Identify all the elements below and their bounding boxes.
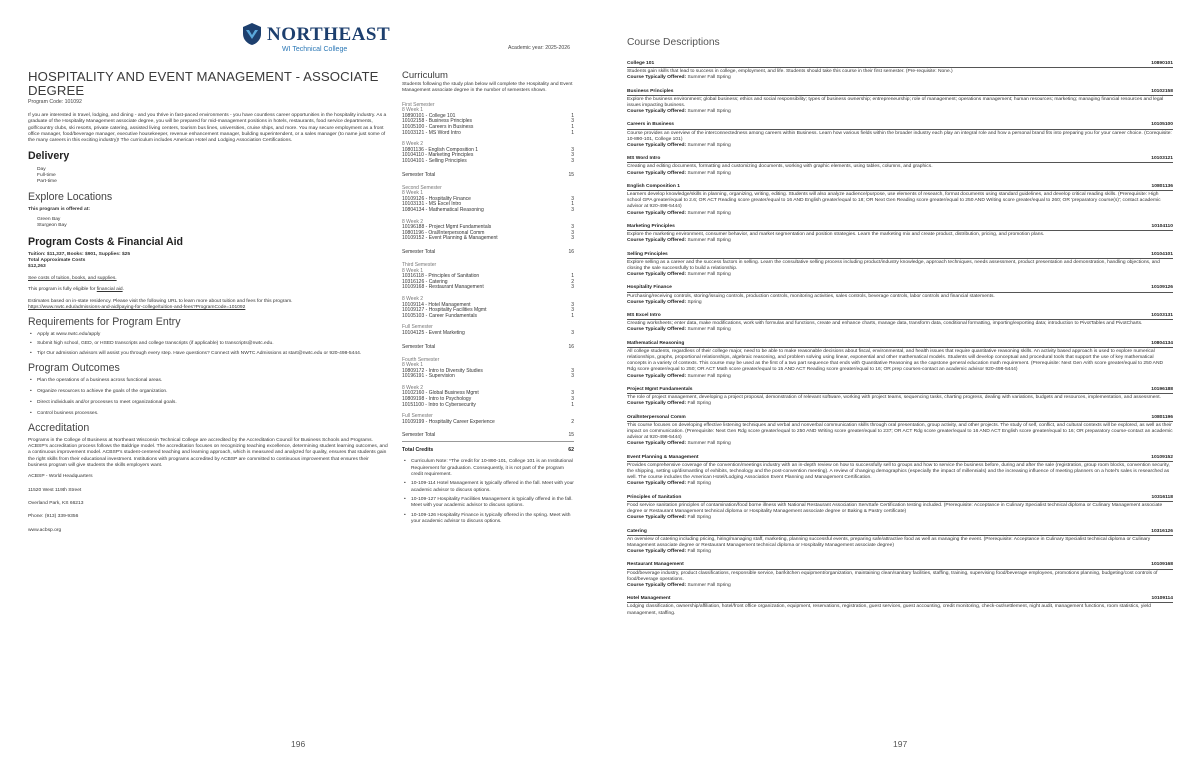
course-offered — [627, 549, 1173, 555]
course-credits: 3 — [571, 152, 574, 159]
course-credits: 3 — [571, 158, 574, 165]
course-header — [627, 596, 1173, 603]
course-desc: Provides comprehensive coverage of the convention/meetings industry with an in-depth review on how to successfully sell to groups and how to service the business before, during and after the sale (registration, group room blocks, convention security, the shipping, setting up/dismantling of exhibits, technology and the post-convention meeting). A review of changing demographics (especially the impact of millennials) and the increasing influence of meeting planners on a hotel's sales is researched as well. The course includes the American Hotel/Lodging Association Event Planning and Management Certification. — [627, 462, 1170, 481]
see-costs-link[interactable]: See costs of tuition, books, and supplies. — [28, 275, 117, 281]
offered-label: Course Typically Offered: — [627, 481, 687, 487]
course-credits: 3 — [571, 307, 574, 314]
semester-total-value: 16 — [568, 248, 574, 255]
course-description — [627, 455, 1173, 488]
financial-aid-line — [28, 287, 388, 293]
course-name: Careers in Business — [627, 122, 675, 128]
course-code: 10102158 — [1151, 88, 1173, 94]
course-desc: Explore the marketing environment, consumer behavior, and market segmentation and position strategies. Learn the marketing mix and create product, distribution, pricing, and promotion plans. — [627, 232, 1045, 238]
course-offered — [627, 441, 1173, 447]
curriculum-notes — [402, 459, 574, 525]
outcomes-heading: Program Outcomes — [28, 361, 120, 374]
course-credits: 3 — [571, 301, 574, 308]
requirements-heading: Requirements for Program Entry — [28, 316, 181, 329]
divider — [402, 441, 574, 442]
course-name: Mathematical Reasoning — [627, 340, 685, 346]
program-title: HOSPITALITY AND EVENT MANAGEMENT - ASSOCIATE DEGREE — [28, 69, 379, 98]
course-code: 10109126 — [1151, 285, 1173, 291]
semester-name: Third Semester — [402, 261, 437, 268]
block-label: 8 Week 1 — [402, 267, 424, 274]
course-code: 10151100 - Intro to Cybersecurity — [402, 401, 476, 408]
course-code: 10103121 - MS Word Intro — [402, 129, 461, 136]
course-offered — [627, 171, 1173, 177]
course-row — [402, 236, 574, 242]
course-code: 10196191 - Supervision — [402, 373, 455, 380]
outcome-item: • Organize resources to achieve the goals of the organization. — [28, 389, 388, 395]
address-line: Overland Park, KS 66213 — [28, 501, 84, 507]
delivery-item: Day — [37, 166, 46, 172]
course-desc: The role of project management, developing a project proposal, demonstration of relevant software, working with project teams, sequencing tasks, charting progress, dealing with variations, budgets and resources, implementation, and assessment. — [627, 395, 1161, 401]
right-page — [600, 0, 1200, 776]
course-credits: 3 — [571, 284, 574, 291]
block-label: Full Semester — [402, 324, 433, 331]
semester-list — [402, 103, 574, 439]
semester-total-row — [402, 344, 574, 350]
course-name: College 101 — [627, 61, 655, 66]
course-name: Hotel Management — [627, 596, 671, 602]
offered-terms: Summer Fall Spring — [687, 109, 731, 115]
total-credits-value: 62 — [568, 447, 574, 454]
course-code: 10801136 - English Composition 1 — [402, 146, 479, 153]
course-offered — [627, 272, 1173, 278]
outcome-item: • Control business processes. — [28, 411, 388, 417]
course-offered — [627, 143, 1173, 149]
course-name: Catering — [627, 528, 647, 534]
course-code: 10890101 — [1151, 61, 1173, 66]
offered-label: Course Typically Offered: — [627, 299, 687, 305]
semester-total-row — [402, 432, 574, 438]
offered-label: Course Typically Offered: — [627, 583, 687, 588]
course-description — [627, 387, 1173, 408]
course-header — [627, 156, 1173, 163]
accreditation-text: Programs in the College of Business at Northeast Wisconsin Technical College are accredited by the Accreditation Council for Business Schools and Programs. ACBSP's accreditation process follows the Baldrige model. The accreditation focuses on recognizing teaching excellence, determining student learning outcomes, and a continuous improvement model. ACBSP's student-centered teaching and learning approach, which is measured and analyzed for quality, ensures that students gain the right skills from their educational investment. Institutions with programs accredited by ACBSP are committed to continuous improvement that ensures their business program will give students the skills employers want. — [28, 437, 388, 468]
course-desc: An overview of catering including pricing, hiring/managing staff, marketing, planning successful events, preparing safe/attractive food as well as managing the event. (Prerequisite: Acceptance in Culinary Specialist technical diploma or Culinary Management associate degree or Restaurant Management technical diploma or Hospitality Management associate degree) — [627, 536, 1151, 548]
course-desc: Purchasing/receiving controls, storing/issuing controls, production controls, monitoring activities, sales controls, beverage controls, labor controls and financial statements. — [627, 293, 995, 299]
course-offered — [627, 238, 1173, 244]
semester-total-label: Semester Total — [402, 248, 436, 255]
course-description — [627, 252, 1173, 279]
address-line: Phone: (913) 339-9356 — [28, 514, 79, 520]
course-description — [627, 313, 1173, 334]
course-header — [627, 529, 1173, 536]
offered-label: Course Typically Offered: — [627, 75, 687, 81]
course-row — [402, 403, 574, 409]
course-description — [627, 529, 1173, 556]
offered-terms: Fall Spring — [687, 481, 711, 487]
accreditation-heading: Accreditation — [28, 421, 90, 434]
course-description — [627, 415, 1173, 448]
course-offered — [627, 515, 1173, 521]
offered-terms: Summer Fall Spring — [687, 143, 731, 149]
block-label: 8 Week 2 — [402, 141, 424, 148]
location-item[interactable]: Sturgeon Bay — [37, 223, 67, 229]
tuition-url-link[interactable]: https://www.nwtc.edu/admissions-and-aid/paying-for-college/tuition-and-fees?ProgramCode=101092 — [28, 304, 246, 310]
course-header — [627, 224, 1173, 231]
course-header — [627, 313, 1173, 320]
offered-terms: Summer Fall Spring — [687, 583, 731, 588]
course-code: 10801136 — [1151, 183, 1173, 189]
course-name: Marketing Principles — [627, 223, 675, 229]
course-name: Oral/Interpersonal Comm — [627, 414, 686, 420]
course-header — [627, 341, 1173, 348]
aid-prefix: This program is fully eligible for — [28, 287, 97, 293]
course-code: 10109126 - Hospitality Finance — [402, 195, 471, 202]
semester-total-label: Semester Total — [402, 343, 436, 350]
delivery-heading: Delivery — [28, 149, 70, 162]
course-credits: 3 — [571, 329, 574, 336]
outcome-item: • Plan the operations of a business across functional areas. — [28, 378, 388, 384]
outcomes-list — [28, 378, 388, 418]
course-desc: Learners develop knowledge/skills in planning, organizing, writing, editing. Students will also analyze audience/purpose, use elements of research, format documents using standard guidelines, and develop critical reading skills. (Prerequisite: High school GPA greater/equal to 2.6; OR ACT Reading score greater/equal to 16 AND English greater/equal to 18; OR Next Gen Reading score greater/equal to 250 AND Writing score greater/equal to 260; OR 'preparatory course(s)'; contact academic advisor at 920-498-5444) — [627, 191, 1161, 210]
course-code: 10109168 - Restaurant Management — [402, 284, 484, 291]
course-credits: 3 — [571, 229, 574, 236]
course-name: Business Principles — [627, 88, 674, 94]
offered-terms: Summer Fall Spring — [687, 441, 731, 447]
course-offered — [627, 401, 1173, 407]
course-description — [627, 596, 1173, 617]
total-costs-value: $12,263 — [28, 264, 46, 270]
course-desc: This course focuses on developing effective listening techniques and verbal and nonverbal communication skills through oral presentation, group activity, and other projects. The study of self, conflict, and cultural contexts will be explored, as well as their impact on communication. (Prerequisite: Next Gen Rdg score greater/equal to 250 AND Writing score greater/equal to 237; OR ACT Rdg score greater/equal to 16 AND ACT English score greater/equal to 16; OR preparatory course-contact an academic advisor at 920-498-5444) — [627, 422, 1173, 441]
course-header — [627, 415, 1173, 422]
course-row — [402, 331, 574, 337]
course-code: 10316118 - Principles of Sanitation — [402, 273, 480, 280]
delivery-list — [28, 167, 388, 186]
course-credits: 3 — [571, 396, 574, 403]
offered-at-label: This program is offered at: — [28, 206, 90, 212]
course-name: Selling Principles — [627, 251, 668, 257]
course-name: Event Planning & Management — [627, 454, 699, 460]
curriculum-note: • Curriculum Note: *The credit for 10-890-101, College 101 is an Institutional Requirement for graduation. Consequently, it is not part of the program credit requirement. — [402, 459, 574, 478]
course-row — [402, 159, 574, 165]
course-credits: 1 — [571, 273, 574, 280]
course-name: Hospitality Finance — [627, 285, 672, 291]
total-credits-label: Total Credits — [402, 447, 434, 454]
semester-total-label: Semester Total — [402, 432, 436, 439]
course-code: 10103131 — [1151, 313, 1173, 318]
course-desc: Food/beverage industry, product classifications, responsible service, bar/kitchen equipment/organization, maintaining clean/sanitary facilities, staffing, training, supervising food/beverage employees, promotions planning, budgeting/cost controls of food/beverage operations. — [627, 570, 1158, 582]
course-offered — [627, 300, 1173, 306]
course-name: Restaurant Management — [627, 562, 684, 568]
program-info-column — [28, 70, 388, 534]
course-desc: All college students, regardless of their college major, need to be able to make reasonable decisions about fiscal, environmental, and health issues that require quantitative reasoning skills. An activity based approach is used to explore numerical relationships, graphs, proportional relationships, algebraic reasoning, and problem solving using linear, exponential and other mathematical models. Students will develop conceptual and procedural tools that support the use of key mathematical concepts in a variety of contexts. This course may be used as the first of a two part sequence that ends with Quantitative Reasoning as the capstone general education math requirement. (Prerequisite: Next Gen Arith score greater/equal to 250 AND Rdg score greater/equal to 250; OR ACT Math score greater/equal to 15 AND ACT Reading score greater/equal to 16; OR prep courses-contact an academic advisor 920-498-5444) — [627, 348, 1164, 373]
semester-block — [402, 263, 574, 350]
semester-block — [402, 186, 574, 255]
semester-total-value: 15 — [568, 432, 574, 439]
requirements-list — [28, 332, 388, 357]
course-code: 10105100 - Careers in Business — [402, 124, 474, 131]
course-credits: 1 — [571, 201, 574, 208]
course-descriptions-heading: Course Descriptions — [627, 37, 720, 48]
offered-label: Course Typically Offered: — [627, 210, 687, 216]
offered-label: Course Typically Offered: — [627, 143, 687, 149]
course-description-list — [627, 61, 1173, 617]
course-code: 10102160 - Global Business Mgmt — [402, 390, 479, 397]
offered-terms: Summer Fall Spring — [687, 327, 731, 333]
course-code: 10104125 - Event Marketing — [402, 329, 465, 336]
requirement-item: • Apply at www.nwtc.edu/apply — [28, 332, 388, 338]
course-code: 10804134 - Mathematical Reasoning — [402, 207, 484, 213]
course-description — [627, 61, 1173, 82]
offered-terms: Summer Fall Spring — [687, 238, 731, 244]
page-number: 196 — [291, 739, 306, 749]
course-offered — [627, 75, 1173, 81]
course-code: 10809172 - Intro to Diversity Studies — [402, 367, 483, 374]
course-name: Principles of Sanitation — [627, 494, 682, 500]
course-code: 10105103 - Career Fundamentals — [402, 312, 478, 319]
estimates-note: Estimates based on in-state residency. Please visit the following URL to learn more about tuition and fees for this program. — [28, 298, 293, 304]
offered-label: Course Typically Offered: — [627, 401, 687, 407]
course-desc: Creating and editing documents, formatting and customizing documents, working with graphic elements, using tables, columns, and graphics. — [627, 164, 933, 170]
academic-year: Academic year: 2025-2026 — [508, 45, 570, 51]
block-label: 8 Week 1 — [402, 107, 424, 114]
course-code: 10801196 - Oral/Interpersonal Comm — [402, 229, 485, 236]
course-header — [627, 562, 1173, 569]
offered-label: Course Typically Offered: — [627, 441, 687, 447]
block-label: 8 Week 2 — [402, 218, 424, 225]
offered-label: Course Typically Offered: — [627, 549, 687, 555]
block-label: 8 Week 1 — [402, 190, 424, 197]
semester-total-value: 15 — [568, 171, 574, 178]
offered-terms: Summer Fall Spring — [687, 75, 731, 81]
course-header — [627, 252, 1173, 259]
curriculum-note: • 10-109-114 Hotel Management is typically offered in the fall. Meet with your academic advisor to discuss options. — [402, 481, 574, 494]
course-header — [627, 455, 1173, 462]
course-code: 10109127 - Hospitality Facilities Mgmt — [402, 307, 487, 314]
course-name: Project Mgmt Fundamentals — [627, 386, 693, 392]
course-code: 10109114 — [1151, 596, 1173, 602]
course-offered — [627, 481, 1173, 487]
course-code: 10316118 — [1151, 494, 1173, 500]
course-description — [627, 495, 1173, 522]
address-line: 11520 West 119th Street — [28, 487, 82, 493]
semester-total-value: 16 — [568, 343, 574, 350]
course-code: 10109152 — [1151, 454, 1173, 460]
course-code: 10196188 — [1151, 386, 1173, 392]
block-label: 8 Week 1 — [402, 362, 424, 369]
requirement-item: • Submit high school, GED, or HSED transcripts and college transcripts (if applicable) to transcripts@nwtc.edu. — [28, 341, 388, 347]
offered-terms: Summer Fall Spring — [687, 373, 731, 379]
location-item[interactable]: Green Bay — [37, 217, 61, 223]
offered-label: Course Typically Offered: — [627, 238, 687, 244]
offered-label: Course Typically Offered: — [627, 272, 687, 278]
course-code: 10316126 — [1151, 528, 1173, 534]
course-credits: 3 — [571, 224, 574, 231]
offered-terms: Summer Fall Spring — [687, 272, 731, 278]
semester-total-row — [402, 249, 574, 255]
course-description — [627, 285, 1173, 306]
block-label: 8 Week 2 — [402, 295, 424, 302]
address-line: ACBSP - World Headquarters — [28, 474, 93, 480]
course-name: English Composition 1 — [627, 183, 680, 189]
acbsp-website-link[interactable]: www.acbsp.org — [28, 527, 62, 533]
course-header — [627, 61, 1173, 68]
explore-heading: Explore Locations — [28, 190, 113, 203]
financial-aid-link[interactable]: financial aid — [96, 287, 123, 293]
course-desc: Lodging classification, ownership/affiliation, hotel/front office organization, equipment, reservations, registration, guest services, guest accounting, credit monitoring, check-out/settlement, night audit, management functions, room statistics, yield management, staffing. — [627, 604, 1151, 616]
program-code: Program Code: 101092 — [28, 99, 82, 105]
course-code: 10804134 — [1151, 340, 1173, 346]
course-code: 10801196 — [1151, 414, 1173, 420]
delivery-item: Full-time — [37, 173, 56, 179]
course-code: 10809198 - Intro to Psychology — [402, 396, 472, 403]
offered-label: Course Typically Offered: — [627, 515, 687, 521]
course-code: 10105100 — [1151, 122, 1173, 128]
semester-block — [402, 358, 574, 439]
course-credits: 2 — [571, 418, 574, 425]
course-code: 10104101 - Selling Principles — [402, 158, 467, 165]
curriculum-note: • 10-109-126 Hospitality Finance is typically offered in the spring. Meet with your academic advisor to discuss options. — [402, 513, 574, 526]
course-description — [627, 224, 1173, 245]
offered-terms: Fall Spring — [687, 549, 711, 555]
course-credits: 1 — [571, 312, 574, 319]
curriculum-intro: Students following the study plan below will complete the Hospitality and Event Management associate degree in the number of semesters shown. — [402, 82, 573, 94]
course-description — [627, 341, 1173, 380]
course-name: MS Excel Intro — [627, 313, 661, 318]
course-credits: 1 — [571, 112, 574, 119]
offered-terms: Spring — [687, 299, 702, 305]
course-code: 10109168 — [1151, 562, 1173, 568]
course-credits: 3 — [571, 146, 574, 153]
course-code: 10109152 - Event Planning & Management — [402, 235, 498, 242]
course-credits: 3 — [571, 390, 574, 397]
costs-heading: Program Costs & Financial Aid — [28, 235, 184, 248]
course-desc: Food service sanitation principles of contamination/food borne illness with National Restaurant Association ServSafe Certification testing included. (Prerequisite: Acceptance in Culinary Specialist technical diploma or Culinary Management associate degree or Restaurant Management technical diploma or Hospitality Management associate degree or Baking & Pastry certificate) — [627, 502, 1163, 515]
total-credits-row — [402, 447, 574, 453]
course-credits: 1 — [571, 129, 574, 136]
college-logo[interactable] — [241, 22, 391, 58]
course-desc: Course provides an overview of the interconnectedness among careers within Business. Learn how various fields within the broader industry each play an integral role and how a personal brand fits into preparing you for your career choice. (Corequisite: 10-890-101, College 101) — [627, 130, 1172, 142]
course-offered — [627, 374, 1173, 380]
logo-subtitle: WI Technical College — [282, 46, 348, 53]
curriculum-note: • 10-109-127 Hospitality Facilities Management is typically offered in the fall. Meet with your academic advisor to discuss options. — [402, 497, 574, 510]
course-description — [627, 184, 1173, 217]
page-number: 197 — [893, 739, 908, 749]
course-credits: 3 — [571, 118, 574, 125]
course-code: 10196188 - Project Mgmt Fundamentals — [402, 224, 492, 231]
course-credits: 3 — [571, 367, 574, 374]
requirement-item: • Tip! Our admission advisors will assist you through every step. Have questions? Connect with NWTC Admissions at start@nwtc.edu or 920-498-5444. — [28, 351, 388, 357]
semester-block — [402, 103, 574, 178]
course-name: MS Word Intro — [627, 156, 661, 162]
course-header — [627, 495, 1173, 502]
block-label: 8 Week 2 — [402, 384, 424, 391]
semester-name: Second Semester — [402, 184, 442, 191]
total-costs-label: Total Approximate Costs — [28, 258, 86, 264]
course-code: 10103131 - MS Excel Intro — [402, 201, 462, 208]
curriculum-column — [402, 70, 574, 528]
course-credits: 1 — [571, 401, 574, 408]
course-row — [402, 420, 574, 426]
course-description — [627, 156, 1173, 177]
course-desc: Creating worksheets; enter data, make modifications, work with formulas and functions, create and enhance charts, manage data, transform data, conditional formatting, importing/exporting data; introduction to PivotTables and PivotCharts. — [627, 321, 1143, 327]
course-description — [627, 89, 1173, 116]
offered-terms: Summer Fall Spring — [687, 170, 731, 176]
course-desc: Explore the business environment; global business; ethics and social responsibility; types of business ownership; entrepreneurship; role of management; operations management; human resources; marketing; managing financial resources and legal issues impacting business. — [627, 96, 1164, 108]
course-header — [627, 387, 1173, 394]
course-desc: Students gain skills that lead to success in college, employment, and life. Students should take this course in their first semester. (Pre-requisite: None.) — [627, 69, 953, 75]
curriculum-heading: Curriculum — [402, 70, 448, 81]
logo-name: NORTHEAST — [267, 24, 391, 45]
offered-label: Course Typically Offered: — [627, 373, 687, 379]
course-header — [627, 122, 1173, 129]
course-description — [627, 562, 1173, 589]
course-credits: 3 — [571, 207, 574, 213]
semester-name: First Semester — [402, 101, 435, 108]
course-credits: 3 — [571, 373, 574, 380]
semester-total-label: Semester Total — [402, 171, 436, 178]
course-code: 10109114 - Hotel Management — [402, 301, 471, 308]
course-code: 10104110 — [1151, 223, 1173, 229]
semester-name: Fourth Semester — [402, 356, 440, 363]
location-list — [28, 217, 388, 230]
offered-label: Course Typically Offered: — [627, 170, 687, 176]
program-intro: If you are interested in travel, lodging, and dining - and you thrive in fast-paced environments - you have countless career opportunities in the hospitality industry. As a graduate of the Hospitality Management associate degree, you will be prepared for mid-management positions in hotels, restaurants, food service departments, golf/country clubs, ski resorts, private catering, assisted living centers, tourism bus lines, universities, cruise ships, and more. You may secure employment as a front office manager, food/beverage manager, executive housekeeper, revenue enhancement manager, building superintendent, or a sales manager (to name just some of the many careers in this exciting industry)! The curriculum includes American Hotel and Lodging Association Certifications. — [28, 113, 387, 144]
block-label: Full Semester — [402, 413, 433, 420]
course-credits: 2 — [571, 278, 574, 285]
course-code: 10890101 - College 101 — [402, 112, 456, 119]
course-row — [402, 285, 574, 291]
course-offered — [627, 327, 1173, 333]
course-header — [627, 184, 1173, 191]
delivery-item: Part-time — [37, 179, 57, 185]
course-row — [402, 131, 574, 137]
semester-total-row — [402, 172, 574, 178]
course-row — [402, 314, 574, 320]
course-header — [627, 89, 1173, 96]
course-credits: 1 — [571, 124, 574, 131]
course-code: 10316126 - Catering — [402, 278, 448, 285]
offered-terms: Fall Spring — [687, 401, 711, 407]
course-credits: 3 — [571, 195, 574, 202]
course-code: 10104101 — [1151, 251, 1173, 257]
course-code: 10109199 - Hospitality Career Experience — [402, 418, 495, 425]
logo-mark-icon — [241, 22, 263, 46]
offered-terms: Summer Fall Spring — [687, 210, 731, 216]
course-header — [627, 285, 1173, 292]
course-offered — [627, 583, 1173, 589]
course-credits: 3 — [571, 235, 574, 242]
outcome-item: • Direct individuals and/or processes to meet organizational goals. — [28, 400, 388, 406]
offered-label: Course Typically Offered: — [627, 109, 687, 115]
tuition-line: Tuition: $11,337, Books: $901, Supplies: $25 — [28, 251, 131, 257]
course-row — [402, 374, 574, 380]
accreditation-address — [28, 474, 388, 534]
course-offered — [627, 109, 1173, 115]
course-offered — [627, 211, 1173, 217]
aid-suffix: . — [122, 287, 124, 293]
offered-label: Course Typically Offered: — [627, 327, 687, 333]
course-description — [627, 122, 1173, 149]
course-code: 10103121 — [1151, 156, 1173, 162]
course-desc: Explore selling as a career and the success factors in selling. Learn the consultative selling process including product/industry knowledge, approach techniques, needs assessment, product presentation and demonstration, handling objections, and closing the sale successfully to build a relationship. — [627, 259, 1160, 271]
course-row — [402, 208, 574, 214]
offered-terms: Fall Spring — [687, 515, 711, 521]
course-code: 10102158 - Business Principles — [402, 118, 473, 125]
course-code: 10104110 - Marketing Principles — [402, 152, 474, 159]
